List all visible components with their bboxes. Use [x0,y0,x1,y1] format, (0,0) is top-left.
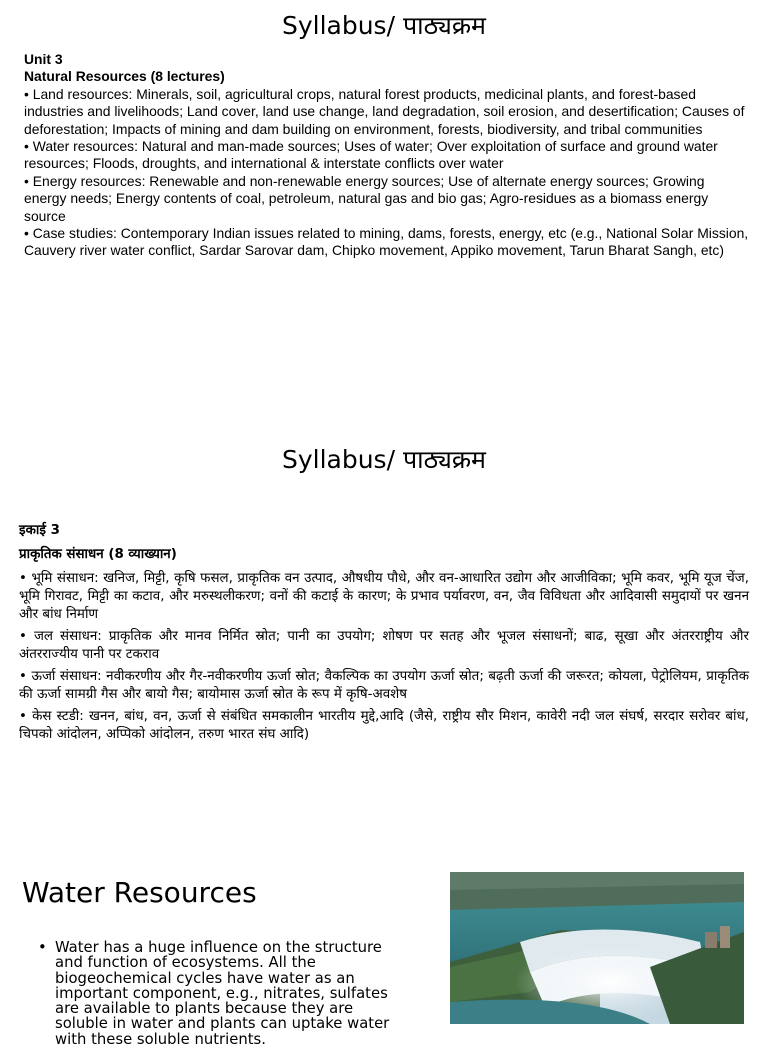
slide-title: Water Resources [22,876,257,909]
slide-syllabus-hindi [0,430,768,850]
bullet-text: Water has a huge influence on the structure and function of ecosystems. All the biogeochemical cycles have water as an important component, e.g., nitrates, sulfates are available to plants because they are soluble in water and plants can uptake water with these soluble nutrients. [55,939,390,1048]
unit-label: Unit 3 [24,51,63,67]
unit-heading: प्राकृतिक संसाधन (8 व्याख्यान) [19,547,177,562]
bullet-water-resources: • जल संसाधन: प्राकृतिक और मानव निर्मित स्रोत; पानी का उपयोग; शोषण पर सतह और भूजल संसाधनों; बाढ, सूखा और अंतरराष्ट्रीय और अंतरराज्यीय पानी पर टकराव [19,629,749,662]
bullet-case-studies: • Case studies: Contemporary Indian issues related to mining, dams, forests, energy, etc (e.g., National Solar Mission, Cauvery river water conflict, Sardar Sarovar dam, Chipko movement, Appiko movement, Tarun Bharat Sangh, etc) [24,225,749,259]
bullet-energy-resources: • ऊर्जा संसाधन: नवीकरणीय और गैर-नवीकरणीय ऊर्जा स्रोत; वैकल्पिक का उपयोग ऊर्जा स्रोत; बढ़ती ऊर्जा की जरूरत; कोयला, पेट्रोलियम, प्राकृतिक की ऊर्जा सामग्री गैस और बायो गैस; बायोमास ऊर्जा स्रोत के रूप में कृषि-अवशेष [19,669,749,702]
unit-label: इकाई 3 [19,523,60,538]
bullet-energy-resources: • Energy resources: Renewable and non-renewable energy sources; Use of alternate energy sources; Growing energy needs; Energy contents of coal, petroleum, natural gas and bio gas; Agro-residues as a biomass energy source [24,172,709,224]
waterfall-photo [450,872,744,1024]
unit-heading: Natural Resources (8 lectures) [24,68,225,85]
bullet-case-studies: • केस स्टडी: खनन, बांध, वन, ऊर्जा से संबंधित समकालीन भारतीय मुद्दे,आदि (जैसे, राष्ट्रीय सौर मिशन, कावेरी नदी जल संघर्ष, सरदार सरोवर बांध, चिपको आंदोलन, अप्पिको आंदोलन, तरुण भारत संघ आदि) [19,709,749,742]
bullet-mark: • [38,939,47,956]
bullet-list [38,940,410,1047]
bullet-land-resources: • Land resources: Minerals, soil, agricultural crops, natural forest products, medicinal plants, and forest-based industries and livelihoods; Land cover, land use change, land degradation, soil erosion, and desertification; Causes of deforestation; Impacts of mining and dam building on environment, forests, biodiversity, and tribal communities [24,85,745,137]
bullet-land-resources: • भूमि संसाधन: खनिज, मिट्टी, कृषि फसल, प्राकृतिक वन उत्पाद, औषधीय पौधे, और वन-आधारित उद्योग और आजीविका; भूमि कवर, भूमि यूज चेंज, भूमि गिरावट, मिट्टी का कटाव, और मरुस्थलीकरण; वनों की कटाई के कारण; के प्रभाव पर्यावरण, वन, जैव विविधता और आदिवासी समुदायों पर खनन और बांध निर्माण [19,571,749,622]
slide-body [19,522,749,748]
slide-body [24,51,750,260]
slide-title: Syllabus/ पाठ्यक्रम [281,11,487,40]
slide-title: Syllabus/ पाठ्यक्रम [281,445,487,474]
bullet-water-resources: • Water resources: Natural and man-made sources; Uses of water; Over exploitation of surface and ground water resources; Floods, droughts, and international & interstate conflicts over water [24,138,718,172]
slide-syllabus-english [0,0,768,420]
